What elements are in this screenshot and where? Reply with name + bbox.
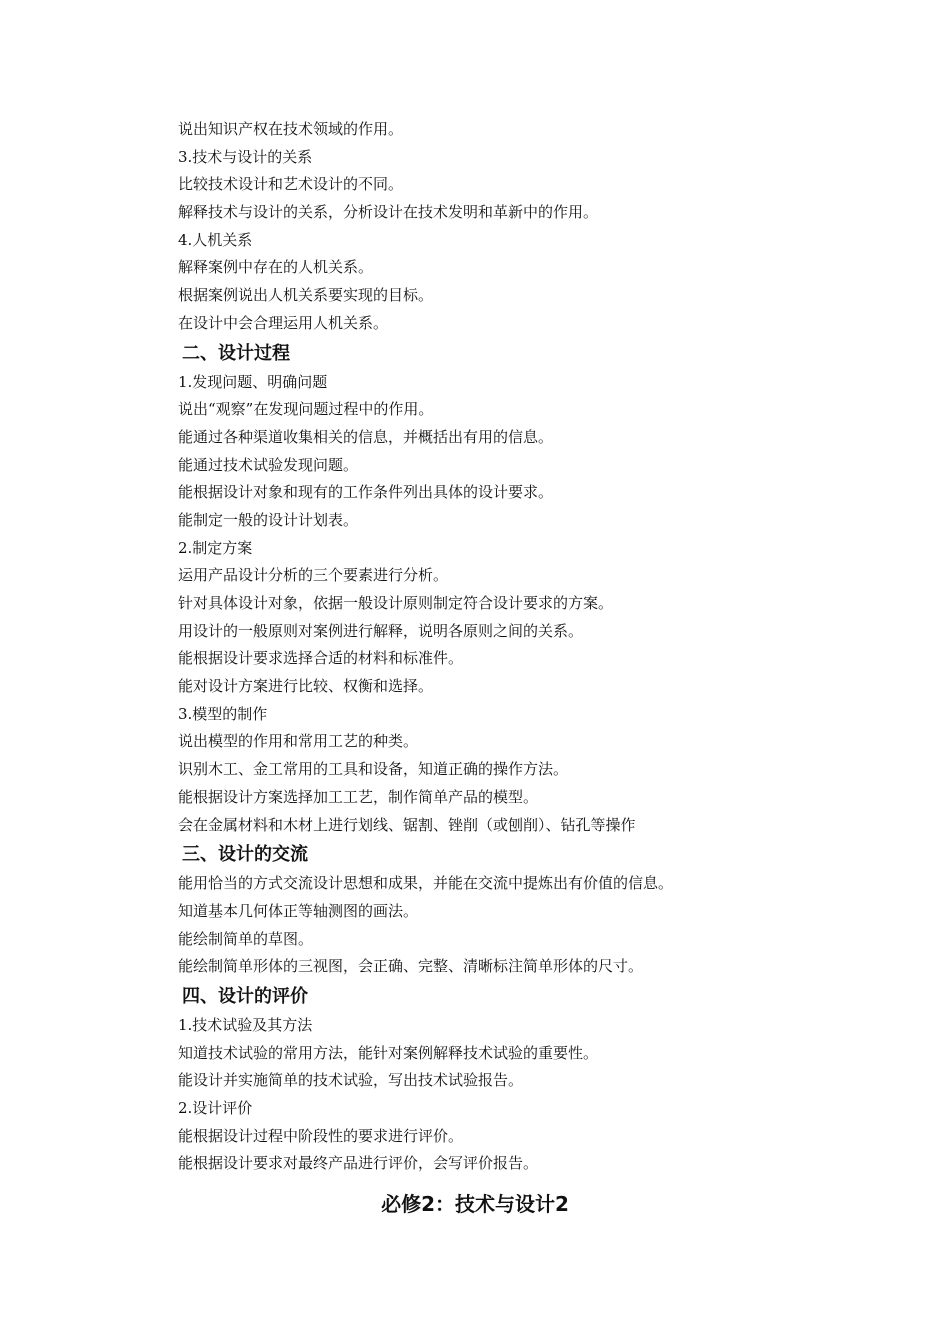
body-text-line: 能根据设计要求选择合适的材料和标准件。 <box>178 649 464 668</box>
body-text-line: 2.设计评价 <box>178 1099 253 1117</box>
body-text-line: 能用恰当的方式交流设计思想和成果，并能在交流中提炼出有价值的信息。 <box>178 874 674 893</box>
body-text-line: 4.人机关系 <box>178 230 253 249</box>
body-text-line: 能绘制简单的草图。 <box>178 929 314 948</box>
section-heading: 二、设计过程 <box>182 342 290 364</box>
body-text-line: 说出“观察”在发现问题过程中的作用。 <box>178 400 434 419</box>
body-text-line: 2.制定方案 <box>178 538 253 557</box>
body-text-line: 会在金属材料和木材上进行划线、锯割、锉削（或刨削）、钻孔等操作 <box>178 815 636 834</box>
body-text-line: 说出知识产权在技术领域的作用。 <box>178 120 404 138</box>
body-text-line: 解释案例中存在的人机关系。 <box>178 258 374 277</box>
body-text-line: 能对设计方案进行比较、权衡和选择。 <box>178 677 434 696</box>
body-text-line: 用设计的一般原则对案例进行解释，说明各原则之间的关系。 <box>178 621 584 640</box>
body-text-line: 能根据设计方案选择加工工艺，制作简单产品的模型。 <box>178 787 539 806</box>
body-text-line: 识别木工、金工常用的工具和设备，知道正确的操作方法。 <box>178 760 569 779</box>
body-text-line: 能绘制简单形体的三视图，会正确、完整、清晰标注简单形体的尺寸。 <box>178 957 644 976</box>
body-text-line: 针对具体设计对象，依据一般设计原则制定符合设计要求的方案。 <box>178 594 614 612</box>
body-text-line: 1.发现问题、明确问题 <box>178 372 328 391</box>
body-text-line: 1.技术试验及其方法 <box>178 1015 313 1034</box>
body-text-line: 能制定一般的设计计划表。 <box>178 510 359 529</box>
body-text-line: 在设计中会合理运用人机关系。 <box>178 313 389 332</box>
body-text-line: 能根据设计过程中阶段性的要求进行评价。 <box>178 1126 464 1145</box>
section-heading: 四、设计的评价 <box>182 985 308 1007</box>
section-title: 必修2：技术与设计2 <box>381 1192 569 1216</box>
body-text-line: 3.技术与设计的关系 <box>178 147 313 166</box>
section-heading: 三、设计的交流 <box>182 844 308 866</box>
body-text-line: 能根据设计要求对最终产品进行评价，会写评价报告。 <box>178 1154 539 1173</box>
document-body <box>178 116 878 1178</box>
body-text-line: 运用产品设计分析的三个要素进行分析。 <box>178 566 449 585</box>
body-text-line: 能通过各种渠道收集相关的信息，并概括出有用的信息。 <box>178 427 554 446</box>
body-text-line: 能设计并实施简单的技术试验，写出技术试验报告。 <box>178 1071 524 1090</box>
body-text-line: 能根据设计对象和现有的工作条件列出具体的设计要求。 <box>178 483 554 502</box>
body-text-line: 根据案例说出人机关系要实现的目标。 <box>178 286 434 305</box>
body-text-line: 说出模型的作用和常用工艺的种类。 <box>178 732 419 751</box>
body-text-line: 能通过技术试验发现问题。 <box>178 455 359 474</box>
body-text-line: 解释技术与设计的关系，分析设计在技术发明和革新中的作用。 <box>178 203 599 222</box>
body-text-line: 知道技术试验的常用方法，能针对案例解释技术试验的重要性。 <box>178 1043 599 1062</box>
body-text-line: 比较技术设计和艺术设计的不同。 <box>178 175 404 194</box>
body-text-line: 3.模型的制作 <box>178 704 268 723</box>
body-text-line: 知道基本几何体正等轴测图的画法。 <box>178 901 419 920</box>
